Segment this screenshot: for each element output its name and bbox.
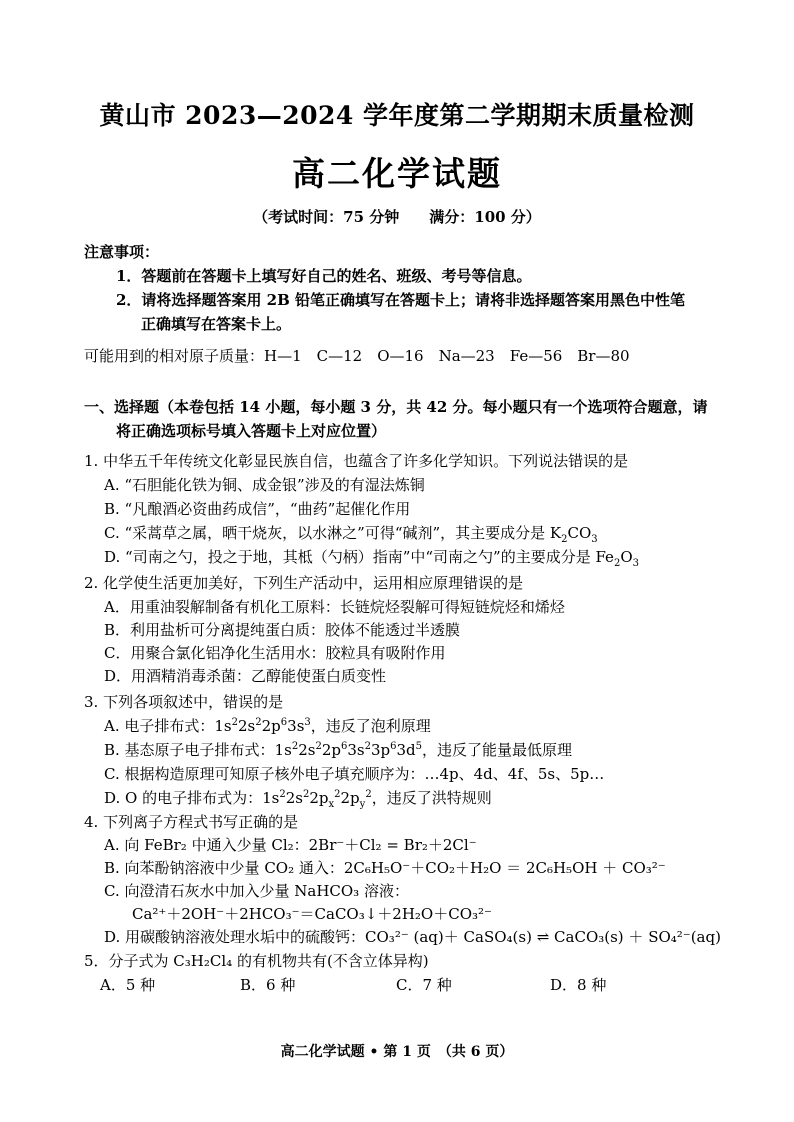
q2-stem: 2. 化学使生活更加美好，下列生产活动中，运用相应原理错误的是 (84, 574, 524, 592)
q2-option-b: B．利用盐析可分离提纯蛋白质：胶体不能透过半透膜 (104, 621, 461, 639)
q4-stem: 4. 下列离子方程式书写正确的是 (84, 813, 299, 831)
subject-title: 高二化学试题 (292, 154, 502, 193)
exam-title: 黄山市 2023—2024 学年度第二学期期末质量检测 (99, 101, 695, 130)
q1-option-b: B. “凡酿酒必资曲药成信”，“曲药”起催化作用 (104, 500, 411, 518)
q5-option-a: A．5 种 (100, 976, 156, 994)
q5-option-d: D．8 种 (550, 976, 607, 994)
notice-heading: 注意事项： (84, 243, 160, 261)
q3-option-b: B. 基态原子电子排布式：$1s^22s^22p^63s^23p^63d^5$，违反了能量最低原理 (104, 741, 573, 759)
atomic-masses: 可能用到的相对原子质量：H—1 C—12 O—16 Na—23 Fe—56 Br—80 (84, 347, 630, 365)
exam-info: （考试时间：75 分钟 满分：100 分） (253, 208, 541, 226)
q3-option-d: D. O 的电子排布式为：$1s^22s^22p_x^22p_y^2$，违反了洪特规则 (104, 789, 492, 810)
q3-option-a: A. 电子排布式：$1s^22s^22p^63s^3$，违反了泡利原理 (104, 717, 431, 735)
q5-stem: 5．分子式为 C₃H₂Cl₄ 的有机物共有(不含立体异构) (84, 952, 429, 970)
q1-option-d: D. “司南之勺，投之于地，其柢（勺柄）指南”中“司南之勺”的主要成分是 $Fe_2O_3$ (104, 548, 639, 569)
q4-option-b: B. 向苯酚钠溶液中少量 CO₂ 通入：2C₆H₅O⁻＋CO₂＋H₂O ＝ 2C₆H₅OH ＋ CO₃²⁻ (104, 859, 666, 877)
notice-item-2-line-1: 2．请将选择题答案用 2B 铅笔正确填写在答题卡上；请将非选择题答案用黑色中性笔 (116, 291, 686, 309)
q4-option-d: D. 用碳酸钠溶液处理水垢中的硫酸钙：CO₃²⁻ (aq)＋ CaSO₄(s) ⇌ CaCO₃(s) ＋ SO₄²⁻(aq) (104, 928, 721, 946)
q2-option-d: D．用酒精消毒杀菌：乙醇能使蛋白质变性 (104, 667, 387, 685)
notice-item-2-line-2: 正确填写在答案卡上。 (141, 315, 292, 333)
q4-option-c: C. 向澄清石灰水中加入少量 NaHCO₃ 溶液： (104, 882, 409, 900)
q4-option-c-equation: Ca²⁺＋2OH⁻＋2HCO₃⁻＝CaCO₃↓＋2H₂O＋CO₃²⁻ (132, 905, 492, 923)
page-footer: 高二化学试题 • 第 1 页 （共 6 页） (280, 1044, 514, 1060)
q1-stem: 1. 中华五千年传统文化彰显民族自信，也蕴含了许多化学知识。下列说法错误的是 (84, 452, 629, 470)
q1-option-c: C. “采蒿草之属，晒干烧灰，以水淋之”可得“碱剂”，其主要成分是 $K_2CO_3$ (104, 524, 598, 545)
q4-option-a: A. 向 FeBr₂ 中通入少量 Cl₂：2Br⁻＋Cl₂ = Br₂＋2Cl⁻ (104, 836, 477, 854)
q2-option-a: A．用重油裂解制备有机化工原料：长链烷烃裂解可得短链烷烃和烯烃 (104, 598, 565, 616)
q2-option-c: C．用聚合氯化铝净化生活用水：胶粒具有吸附作用 (104, 644, 446, 662)
section-1-heading-line-1: 一、选择题（本卷包括 14 小题，每小题 3 分，共 42 分。每小题只有一个选项符合题意，请 (84, 398, 708, 416)
q3-option-c: C. 根据构造原理可知原子核外电子填充顺序为：…4p、4d、4f、5s、5p… (104, 765, 605, 783)
notice-item-1: 1．答题前在答题卡上填写好自己的姓名、班级、考号等信息。 (116, 267, 532, 285)
q5-option-c: C．7 种 (396, 976, 452, 994)
section-1-heading-line-2: 将正确选项标号填入答题卡上对应位置） (116, 422, 387, 440)
q3-stem: 3. 下列各项叙述中，错误的是 (84, 693, 284, 711)
q5-option-b: B．6 种 (240, 976, 296, 994)
q1-option-a: A. “石胆能化铁为铜、成金银”涉及的有湿法炼铜 (104, 476, 425, 494)
